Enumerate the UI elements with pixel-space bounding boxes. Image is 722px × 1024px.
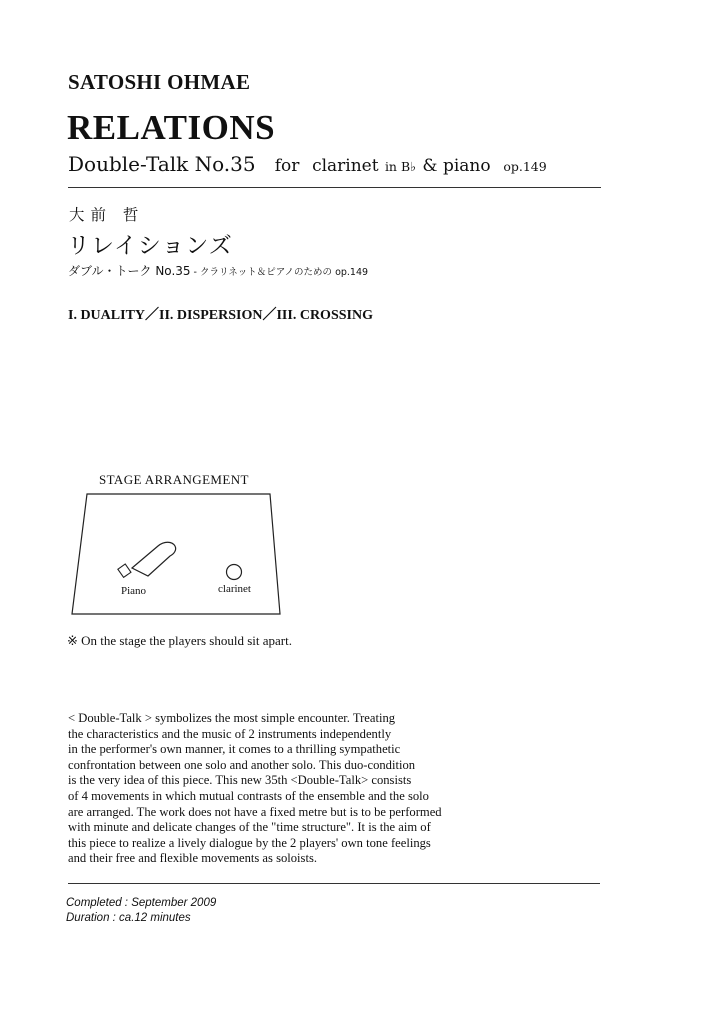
credits — [66, 896, 216, 926]
program-line: and their free and flexible movements as soloists. — [68, 851, 318, 866]
japanese-title: リレイションズ — [67, 233, 233, 259]
program-line: confrontation between one solo and another solo. This duo-condition — [68, 757, 416, 772]
subtitle-and: & piano — [422, 156, 491, 176]
program-line: are arranged. The work does not have a fixed metre but is to be performed — [68, 804, 442, 819]
duration: Duration : ca.12 minutes — [66, 912, 191, 924]
program-line: with minute and delicate changes of the "time structure". It is the aim of — [68, 820, 431, 835]
work-title: RELATIONS — [67, 108, 276, 147]
clarinet-icon — [227, 565, 242, 580]
subtitle-for: for — [274, 156, 300, 176]
subtitle-instrument: clarinet — [312, 156, 379, 176]
japanese-subtitle-main: ダブル・トーク No.35 — [68, 264, 191, 278]
footer-divider — [68, 883, 600, 884]
program-line: is the very idea of this piece. This new 35th <Double-Talk> consists — [68, 773, 412, 788]
program-line: the characteristics and the music of 2 instruments independently — [68, 726, 392, 741]
subtitle-in: in B♭ — [384, 159, 417, 174]
program-line: in the performer's own manner, it comes to a thrilling sympathetic — [68, 742, 401, 757]
stage-diagram — [60, 488, 290, 623]
movements-list: I. DUALITY／II. DISPERSION／III. CROSSING — [68, 308, 373, 323]
stage-outline — [72, 494, 280, 614]
stage-note: ※ On the stage the players should sit apart. — [67, 633, 292, 648]
header-divider — [68, 187, 601, 188]
clarinet-label: clarinet — [218, 583, 251, 595]
subtitle-main: Double-Talk No.35 — [68, 152, 256, 176]
japanese-composer-name: 大前 哲 — [69, 206, 145, 224]
japanese-subtitle-desc: - クラリネット＆ピアノのための op.149 — [190, 267, 369, 278]
composer-name: SATOSHI OHMAE — [68, 70, 251, 94]
program-line: this piece to realize a lively dialogue by the 2 players' own tone feelings — [68, 835, 431, 850]
completed-date: Completed : September 2009 — [66, 897, 217, 909]
piano-icon — [118, 542, 176, 577]
program-line: of 4 movements in which mutual contrasts of the ensemble and the solo — [68, 788, 429, 803]
japanese-subtitle — [68, 262, 368, 279]
work-subtitle — [68, 152, 547, 176]
stage-arrangement-title: STAGE ARRANGEMENT — [99, 472, 249, 487]
program-line: < Double-Talk > symbolizes the most simple encounter. Treating — [68, 711, 396, 725]
piano-label: Piano — [121, 585, 147, 597]
subtitle-opus: op.149 — [503, 159, 547, 174]
program-note — [68, 711, 488, 867]
